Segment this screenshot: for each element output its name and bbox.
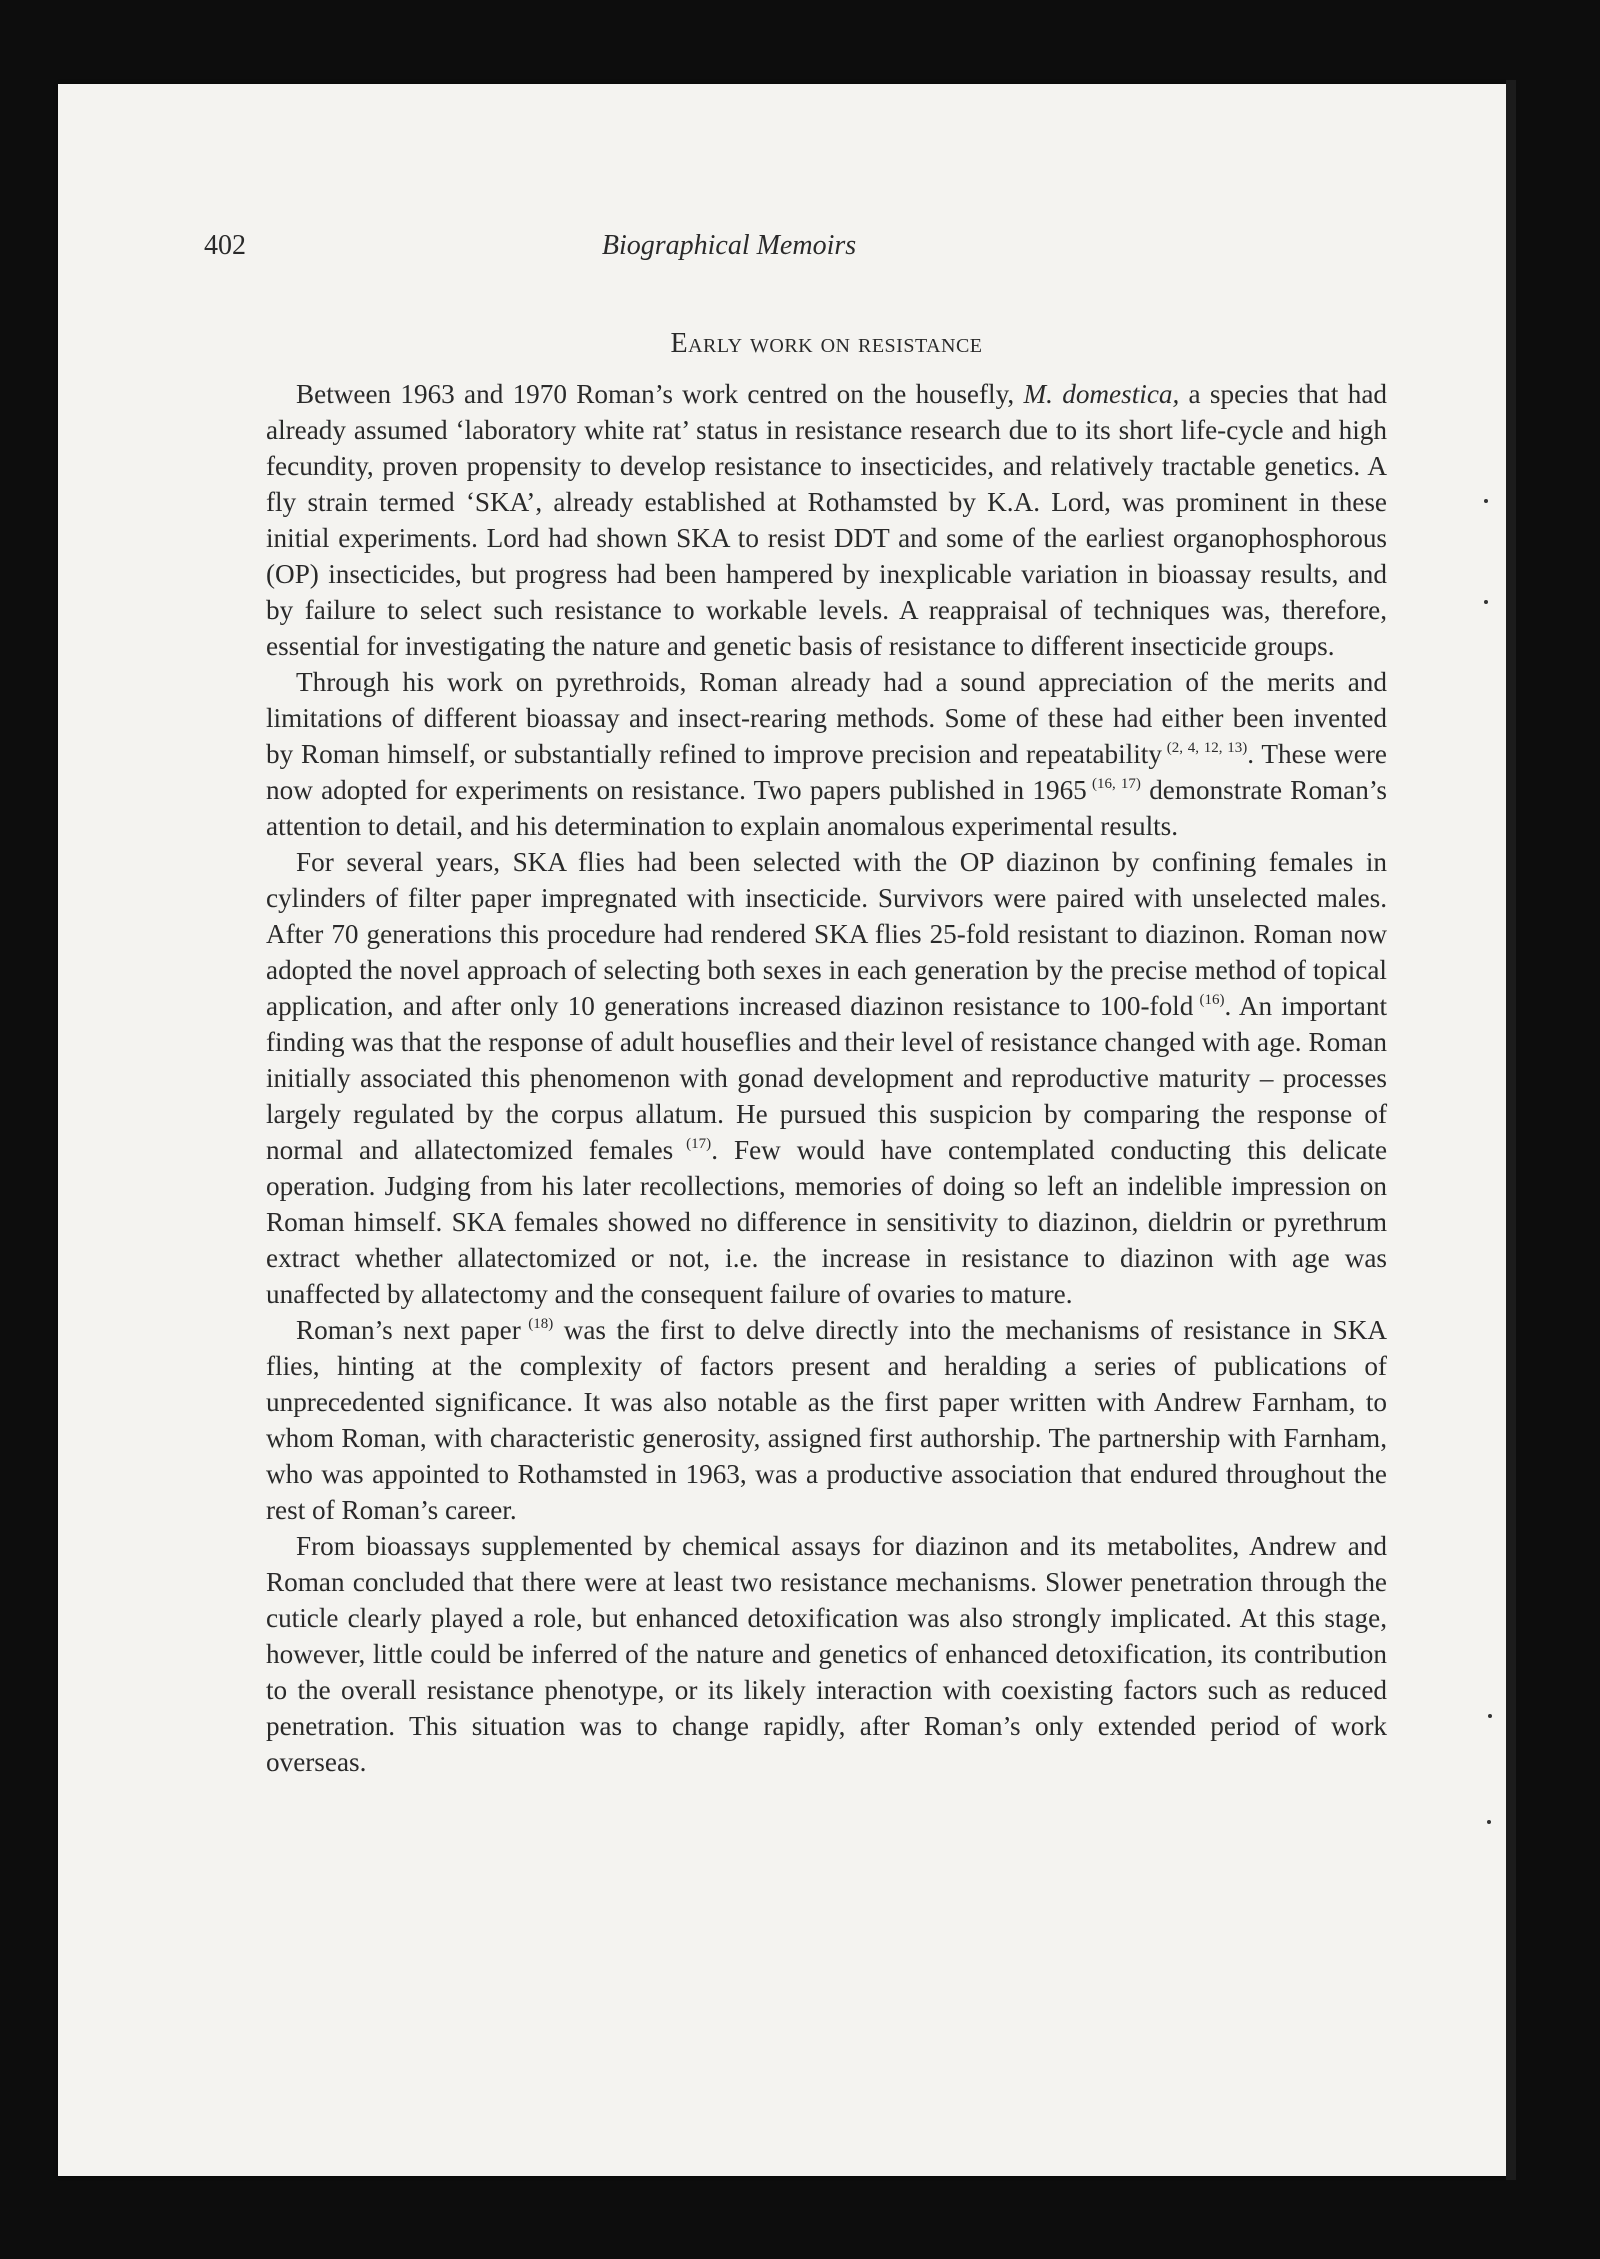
paragraph — [266, 1528, 1387, 1780]
citation-ref: (2, 4, 12, 13) — [1161, 740, 1248, 756]
paragraph — [266, 376, 1387, 664]
paragraph-text: was the first to delve directly into the mechanisms of resistance in SKA flies, hinting at the complexity of factors present and heralding a series of publications of unprecedented significance. It was also notable as the first paper written with Andrew Farnham, to whom Roman, with characteristic generosity, assigned first authorship. The partnership with Farnham, who was appointed to Rothamsted in 1963, was a productive association that endured throughout the rest of Roman’s career. — [266, 1315, 1388, 1525]
paragraph — [266, 1312, 1387, 1528]
body-text — [266, 376, 1387, 1780]
citation-ref: (16) — [1193, 992, 1225, 1008]
margin-speck — [1487, 1820, 1491, 1824]
citation-ref: (17) — [673, 1136, 712, 1152]
section-title: Early work on resistance — [670, 328, 983, 359]
margin-speck — [1488, 1714, 1492, 1718]
paragraph-text: a species that had already assumed ‘laboratory white rat’ status in resistance research due to its short life-cycle and high fecundity, proven propensity to develop resistance to insecticides, and relatively tractable genetics. A fly strain termed ‘SKA’, already established at Rothamsted by K.A. Lord, was prominent in these initial experiments. Lord had shown SKA to resist DDT and some of the earliest organophosphorous (OP) insecticides, but progress had been hampered by inexplicable variation in bioassay results, and by failure to select such resistance to workable levels. A reappraisal of techniques was, therefore, essential for investigating the nature and genetic basis of resistance to different insecticide groups. — [266, 379, 1387, 661]
page-edge-shadow — [1506, 80, 1516, 2180]
species-name: M. domestica, — [1023, 379, 1180, 409]
page-header — [204, 230, 1388, 266]
margin-speck — [1484, 499, 1488, 503]
paragraph-text: . Few would have contemplated conducting this delicate operation. Judging from his later recollections, memories of doing so left an indelible impression on Roman himself. SKA females showed no difference in sensitivity to diazinon, dieldrin or pyrethrum extract whether allatectomized or not, i.e. the increase in resistance to diazinon with age was unaffected by allatectomy and the consequent failure of ovaries to mature. — [266, 1135, 1388, 1309]
margin-speck — [1484, 600, 1488, 604]
page-number: 402 — [204, 230, 246, 261]
paragraph-text: Through his work on pyrethroids, Roman already had a sound appreciation of the merits and limitations of different bioassay and insect-rearing methods. Some of these had either been invented by Roman himself, or substantially refined to improve precision and repeatability — [266, 667, 1387, 769]
paragraph-text: . These were now adopted for experiments on resistance. Two papers published in 1965 — [266, 739, 1387, 805]
paragraph-text: Roman’s next paper — [296, 1315, 521, 1345]
paragraph-text: For several years, SKA flies had been selected with the OP diazinon by confining females in cylinders of filter paper impregnated with insecticide. Survivors were paired with unselected males. After 70 generations this procedure had rendered SKA flies 25-fold resistant to diazinon. Roman now adopted the novel approach of selecting both sexes in each generation by the precise method of topical application, and after only 10 generations increased diazinon resistance to 100-fold — [266, 847, 1387, 1021]
citation-ref: (18) — [520, 1316, 554, 1332]
paragraph — [266, 844, 1387, 1312]
paragraph-text: From bioassays supplemented by chemical assays for diazinon and its metabolites, Andrew and Roman concluded that there were at least two resistance mechanisms. Slower penetration through the cuticle clearly played a role, but enhanced detoxification was also strongly implicated. At this stage, however, little could be inferred of the nature and genetics of enhanced detoxification, its contribution to the overall resistance phenotype, or its likely interaction with coexisting factors such as reduced penetration. This situation was to change rapidly, after Roman’s only extended period of work overseas. — [266, 1531, 1387, 1777]
paragraph-text: Between 1963 and 1970 Roman’s work centred on the housefly, — [296, 379, 1024, 409]
paragraph — [266, 664, 1387, 844]
running-head: Biographical Memoirs — [601, 230, 857, 261]
citation-ref: (16, 17) — [1086, 776, 1141, 792]
paragraph-text: . An important finding was that the response of adult houseflies and their level of resistance changed with age. Roman initially associated this phenomenon with gonad development and reproductive maturity – processes largely regulated by the corpus allatum. He pursued this suspicion by comparing the response of normal and allatectomized females — [266, 991, 1387, 1165]
paragraph-text: demonstrate Roman’s attention to detail, and his determination to explain anomalous experimental results. — [266, 775, 1387, 841]
